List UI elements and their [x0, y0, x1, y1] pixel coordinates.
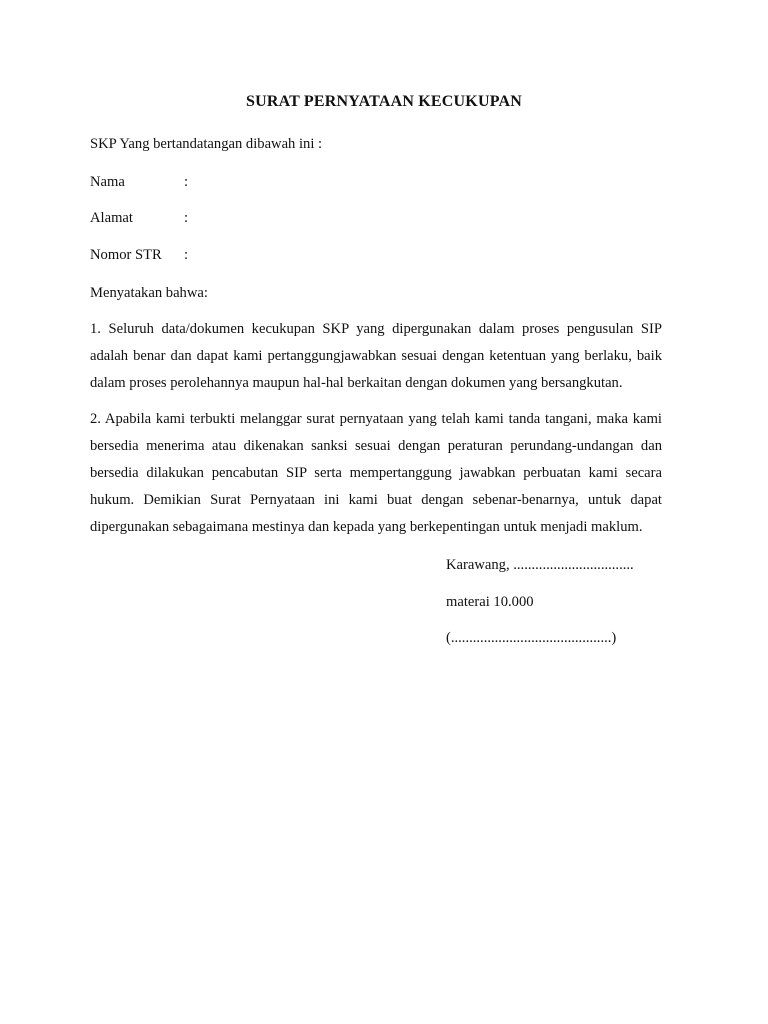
field-colon-nama: :	[184, 174, 189, 190]
intro-text: SKP Yang bertandatangan dibawah ini :	[90, 136, 323, 152]
statement-point-1: 1. Seluruh data/dokumen kecukupan SKP yang dipergunakan dalam proses pengusulan SIP adalah benar dan dapat kami pertanggungjawabkan sesuai dengan ketentuan yang berlaku, baik dalam proses perolehannya maupun hal-hal berkaitan dengan dokumen yang bersangkutan.	[90, 321, 662, 391]
signature-place-date: Karawang, .................................	[446, 557, 634, 573]
statement-point-2: 2. Apabila kami terbukti melanggar surat pernyataan yang telah kami tanda tangani, maka kami bersedia menerima atau dikenakan sanksi sesuai dengan peraturan perundang-undangan dan bersedia dilakukan pencabutan SIP serta mempertanggung jawabkan perbuatan kami secara hukum. Demikian Surat Pernyataan ini kami buat dengan sebenar-benarnya, untuk dapat dipergunakan sebagaimana mestinya dan kepada yang berkepentingan untuk menjadi maklum.	[90, 411, 662, 535]
field-colon-alamat: :	[184, 210, 189, 226]
field-label-nomor-str: Nomor STR	[90, 247, 162, 263]
signature-stamp-note: materai 10.000	[446, 594, 534, 610]
signature-name-line: (............................................)	[446, 630, 617, 646]
document-title: SURAT PERNYATAAN KECUKUPAN	[245, 93, 523, 110]
field-label-alamat: Alamat	[90, 210, 133, 226]
statement-lead: Menyatakan bahwa:	[90, 285, 208, 301]
field-colon-nomor-str: :	[184, 247, 189, 263]
field-label-nama: Nama	[90, 174, 125, 190]
